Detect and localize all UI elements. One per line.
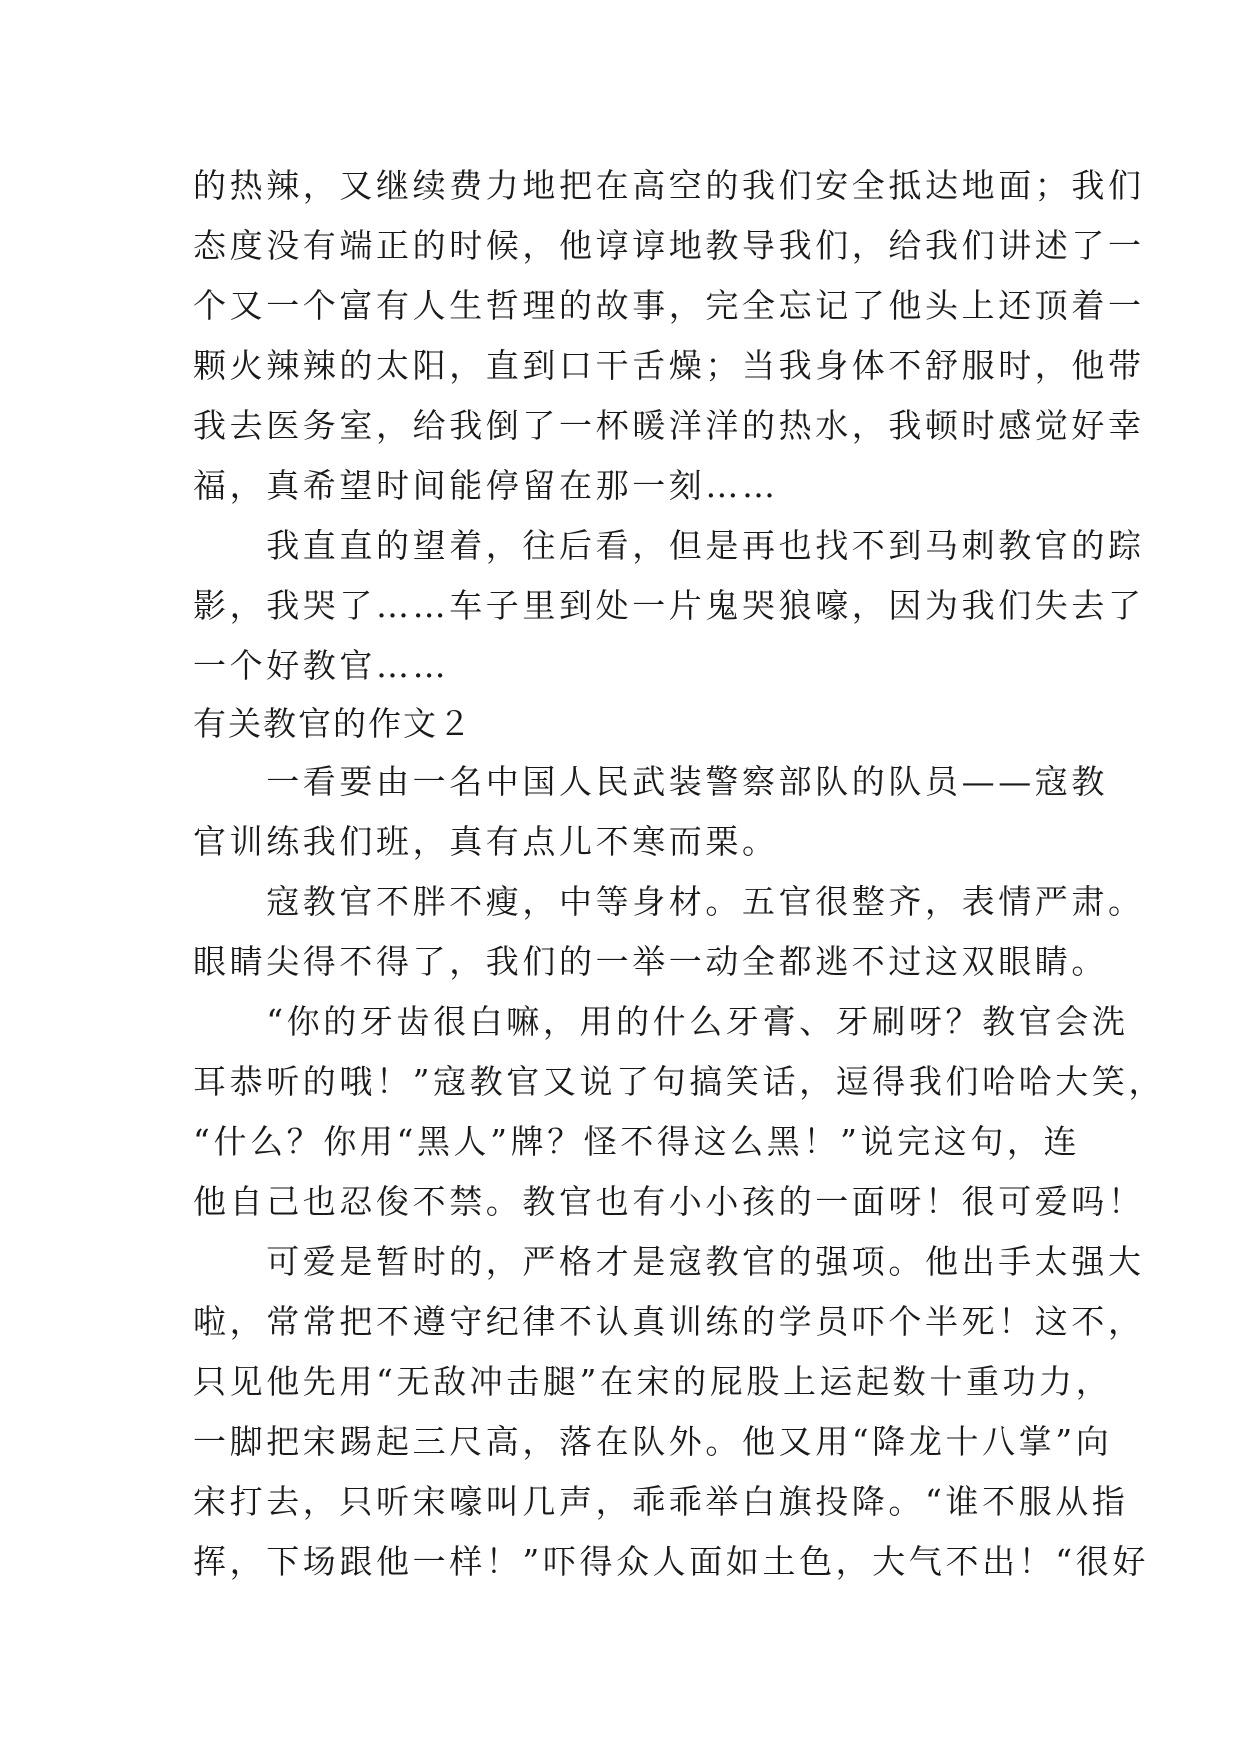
text-line: 官训练我们班，真有点儿不寒而栗。 (193, 822, 779, 861)
text-line: 个又一个富有人生哲理的故事，完全忘记了他头上还顶着一 (193, 286, 1145, 325)
text-line: 颗火辣辣的太阳，直到口干舌燥；当我身体不舒服时，他带 (193, 346, 1145, 385)
text-line: 寇教官不胖不瘦，中等身材。五官很整齐，表情严肃。 (193, 882, 1145, 921)
text-line: 眼睛尖得不得了，我们的一举一动全都逃不过这双眼睛。 (193, 942, 1108, 981)
text-line: 的热辣，又继续费力地把在高空的我们安全抵达地面；我们 (193, 166, 1145, 205)
text-line: 我去医务室，给我倒了一杯暖洋洋的热水，我顿时感觉好幸 (193, 406, 1145, 445)
text-line: 一脚把宋踢起三尺高，落在队外。他又用“降龙十八掌”向 (193, 1422, 1113, 1461)
text-line: 挥，下场跟他一样！”吓得众人面如土色，大气不出！“很好 (193, 1542, 1149, 1581)
text-line: 可爱是暂时的，严格才是寇教官的强项。他出手太强大 (193, 1242, 1145, 1281)
section-heading: 有关教官的作文２ (193, 704, 473, 743)
text-line: “什么？你用“黑人”牌？怪不得这么黑！”说完这句，连 (193, 1122, 1081, 1161)
text-line: 他自己也忍俊不禁。教官也有小小孩的一面呀！很可爱吗！ (193, 1182, 1145, 1221)
text-line: 一看要由一名中国人民武装警察部队的队员——寇教 (193, 762, 1108, 801)
text-line: 我直直的望着，往后看，但是再也找不到马刺教官的踪 (193, 526, 1145, 565)
text-line: “你的牙齿很白嘛，用的什么牙膏、牙刷呀？教官会洗 (193, 1002, 1129, 1041)
text-line: 只见他先用“无敌冲击腿”在宋的屁股上运起数十重功力， (193, 1362, 1113, 1401)
text-line: 影，我哭了……车子里到处一片鬼哭狼嚎，因为我们失去了 (193, 586, 1145, 625)
text-line: 啦，常常把不遵守纪律不认真训练的学员吓个半死！这不， (193, 1302, 1145, 1341)
text-line: 宋打去，只听宋嚎叫几声，乖乖举白旗投降。“谁不服从指 (193, 1482, 1129, 1521)
text-line: 态度没有端正的时候，他谆谆地教导我们，给我们讲述了一 (193, 226, 1145, 265)
text-line: 福，真希望时间能停留在那一刻…… (193, 466, 779, 505)
text-line: 一个好教官…… (193, 646, 450, 685)
text-line: 耳恭听的哦！”寇教官又说了句搞笑话，逗得我们哈哈大笑， (193, 1062, 1166, 1101)
